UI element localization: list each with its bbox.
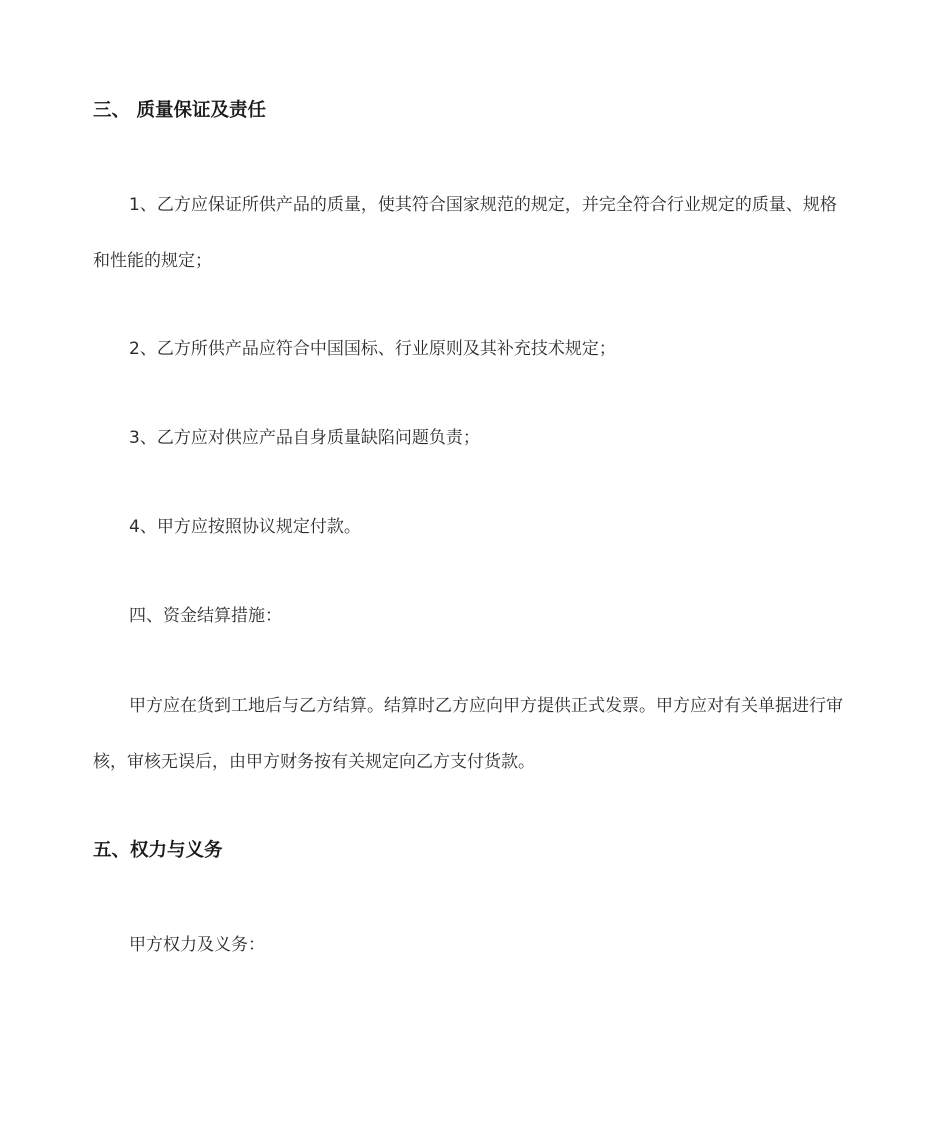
section-4-title: 四、资金结算措施： bbox=[129, 606, 282, 626]
settlement-paragraph: 甲方应在货到工地后与乙方结算。结算时乙方应向甲方提供正式发票。甲方应对有关单据进行审核，审核无误后，由甲方财务按有关规定向乙方支付货款。 bbox=[93, 696, 843, 772]
clause-item-4: 4、甲方应按照协议规定付款。 bbox=[129, 517, 361, 537]
clause-item-3: 3、乙方应对供应产品自身质量缺陷问题负责； bbox=[129, 428, 480, 448]
party-a-rights-title: 甲方权力及义务： bbox=[129, 935, 265, 955]
clause-item-2: 2、乙方所供产品应符合中国国标、行业原则及其补充技术规定； bbox=[129, 339, 616, 359]
section-3-heading: 三、 质量保证及责任 bbox=[93, 100, 266, 121]
clause-item-1: 1、乙方应保证所供产品的质量，使其符合国家规范的规定，并完全符合行业规定的质量、规格和性能的规定； bbox=[93, 195, 837, 271]
section-5-heading: 五、权力与义务 bbox=[93, 840, 223, 861]
